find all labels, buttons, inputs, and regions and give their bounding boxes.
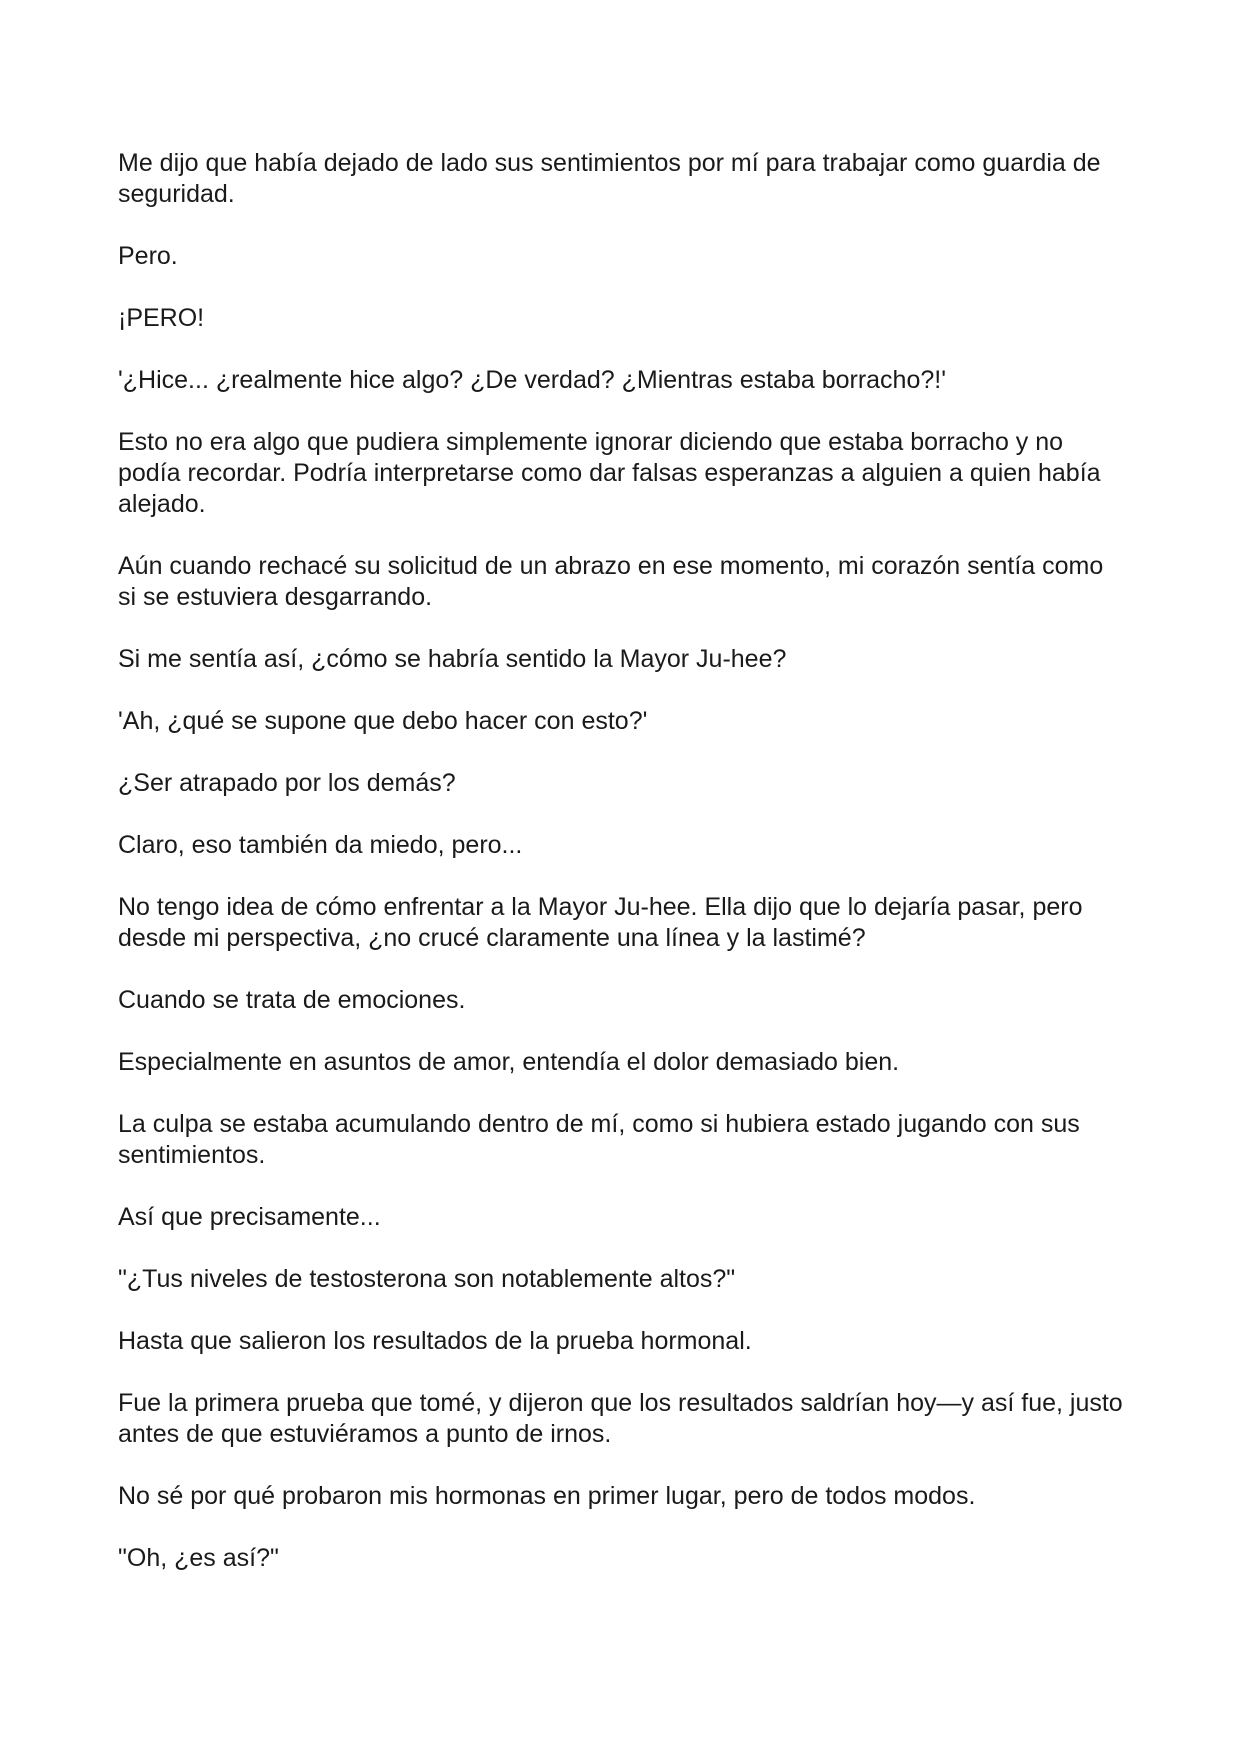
paragraph-11: No tengo idea de cómo enfrentar a la Mayor Ju-hee. Ella dijo que lo dejaría pasar, pero desde mi perspectiva, ¿no crucé claramente una línea y la lastimé? bbox=[118, 893, 1083, 952]
paragraph-20: "Oh, ¿es así?" bbox=[118, 1544, 279, 1572]
paragraph-4: '¿Hice... ¿realmente hice algo? ¿De verdad? ¿Mientras estaba borracho?!' bbox=[118, 366, 946, 394]
paragraph-15: Así que precisamente... bbox=[118, 1203, 381, 1231]
paragraph-10: Claro, eso también da miedo, pero... bbox=[118, 831, 523, 859]
paragraph-5: Esto no era algo que pudiera simplemente ignorar diciendo que estaba borracho y no podía recordar. Podría interpretarse como dar falsas esperanzas a alguien a quien había alejado. bbox=[118, 428, 1101, 518]
document-body bbox=[118, 148, 1128, 1605]
paragraph-1: Me dijo que había dejado de lado sus sentimientos por mí para trabajar como guardia de seguridad. bbox=[118, 149, 1101, 208]
paragraph-19: No sé por qué probaron mis hormonas en primer lugar, pero de todos modos. bbox=[118, 1482, 976, 1510]
paragraph-16: "¿Tus niveles de testosterona son notablemente altos?" bbox=[118, 1265, 736, 1293]
paragraph-7: Si me sentía así, ¿cómo se habría sentido la Mayor Ju-hee? bbox=[118, 645, 787, 673]
paragraph-18: Fue la primera prueba que tomé, y dijeron que los resultados saldrían hoy—y así fue, justo antes de que estuviéramos a punto de irnos. bbox=[118, 1389, 1123, 1448]
paragraph-12: Cuando se trata de emociones. bbox=[118, 986, 466, 1014]
paragraph-2: Pero. bbox=[118, 242, 178, 270]
paragraph-6: Aún cuando rechacé su solicitud de un abrazo en ese momento, mi corazón sentía como si se estuviera desgarrando. bbox=[118, 552, 1104, 611]
paragraph-9: ¿Ser atrapado por los demás? bbox=[118, 769, 456, 797]
paragraph-17: Hasta que salieron los resultados de la prueba hormonal. bbox=[118, 1327, 752, 1355]
paragraph-3: ¡PERO! bbox=[118, 304, 205, 332]
paragraph-8: 'Ah, ¿qué se supone que debo hacer con esto?' bbox=[118, 707, 648, 735]
paragraph-13: Especialmente en asuntos de amor, entendía el dolor demasiado bien. bbox=[118, 1048, 900, 1076]
paragraph-14: La culpa se estaba acumulando dentro de mí, como si hubiera estado jugando con sus sentimientos. bbox=[118, 1110, 1080, 1169]
